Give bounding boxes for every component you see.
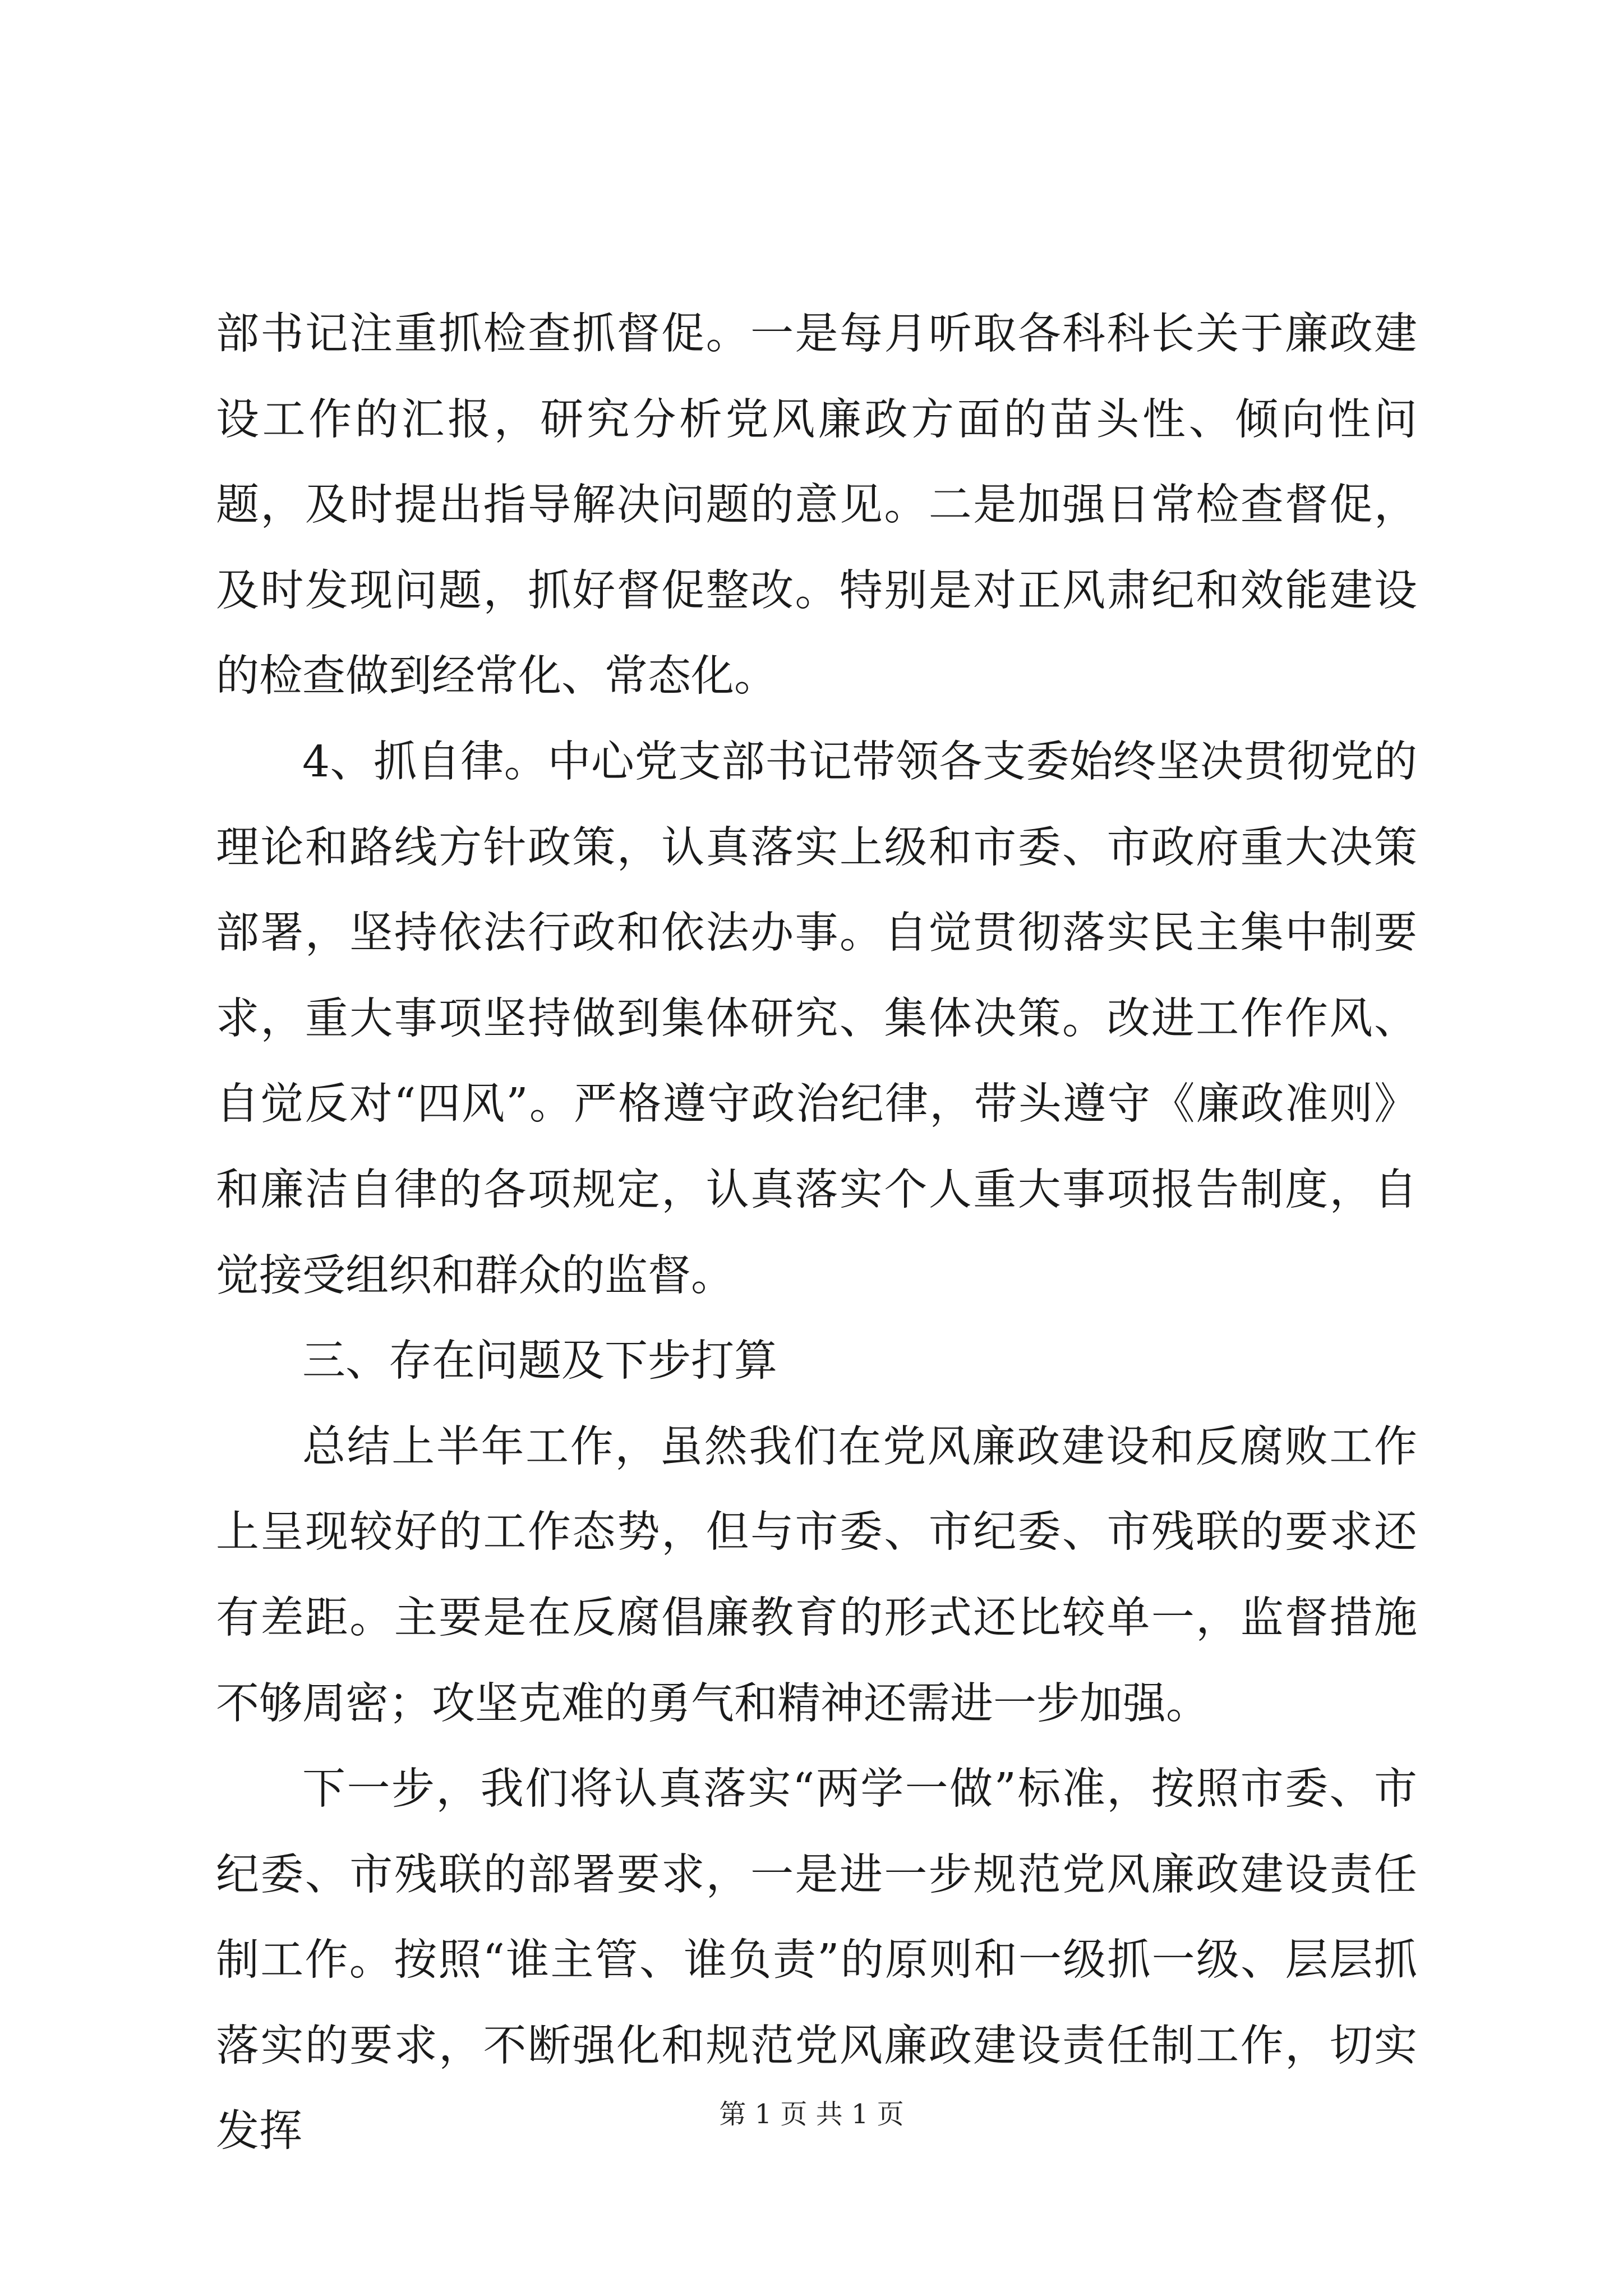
- page-footer: 第 1 页 共 1 页: [719, 2099, 904, 2130]
- paragraph-4: 总结上半年工作，虽然我们在党风廉政建设和反腐败工作上呈现较好的工作态势，但与市委、市纪委、市残联的要求还有差距。主要是在反腐倡廉教育的形式还比较单一，监督措施不够周密；攻坚克难的勇气和精神还需进一步加强。: [216, 1421, 1417, 1729]
- paragraph-5: 下一步，我们将认真落实“两学一做”标准，按照市委、市纪委、市残联的部署要求，一是进一步规范党风廉政建设责任制工作。按照“谁主管、谁负责”的原则和一级抓一级、层层抓落实的要求，不断强化和规范党风廉政建设责任制工作，切实发挥: [216, 1764, 1417, 2157]
- section-heading: 三、存在问题及下步打算: [302, 1336, 777, 1387]
- document-body: [216, 292, 1417, 2175]
- paragraph-1: 部书记注重抓检查抓督促。一是每月听取各科科长关于廉政建设工作的汇报，研究分析党风廉政方面的苗头性、倾向性问题，及时提出指导解决问题的意见。二是加强日常检查督促，及时发现问题，抓好督促整改。特别是对正风肃纪和效能建设的检查做到经常化、常态化。: [216, 309, 1417, 702]
- paragraph-2: 4、抓自律。中心党支部书记带领各支委始终坚决贯彻党的理论和路线方针政策，认真落实上级和市委、市政府重大决策部署，坚持依法行政和依法办事。自觉贯彻落实民主集中制要求，重大事项坚持做到集体研究、集体决策。改进工作作风、自觉反对“四风”。严格遵守政治纪律，带头遵守《廉政准则》和廉洁自律的各项规定，认真落实个人重大事项报告制度，自觉接受组织和群众的监督。: [216, 737, 1417, 1301]
